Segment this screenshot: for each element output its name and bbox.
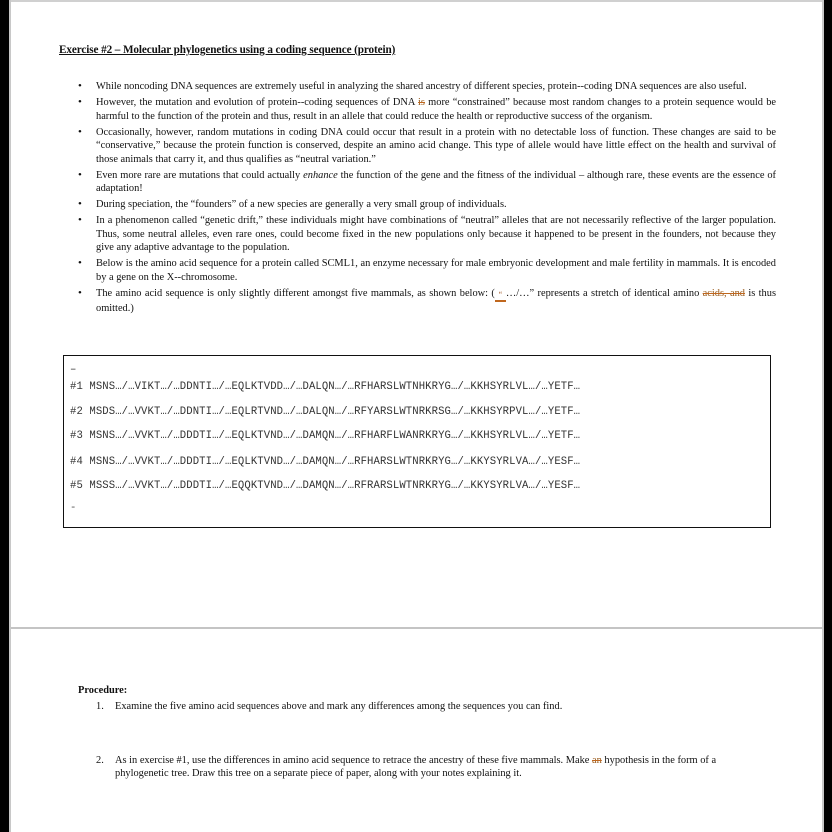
bullet-item: • During speciation, the “founders” of a new species are generally a very small group of individuals.	[78, 198, 776, 212]
procedure-steps	[96, 700, 766, 781]
sequence-row	[70, 456, 580, 468]
sequence-alignment-box	[63, 355, 771, 528]
sequence-id: #1	[70, 381, 83, 393]
sequence-id: #2	[70, 406, 83, 418]
procedure-heading: Procedure:	[78, 685, 128, 696]
bullet-item: • Even more rare are mutations that could actually enhance the function of the gene and the fitness of the individual – although rare, these events are the essence of adaptation!	[78, 169, 776, 196]
intro-bullet-list	[78, 80, 776, 318]
sequence-id: #3	[70, 430, 83, 442]
tracked-change-deletion[interactable]: is	[418, 96, 425, 108]
sequence-text: MSNS…/…VVKT…/…DDDTI…/…EQLKTVND…/…DAMQN…/…RFHARFLWANRKRYG…/…KKHSYRLVL…/…YETF…	[89, 430, 581, 442]
box-dash: –	[70, 364, 77, 376]
bullet-item: • Occasionally, however, random mutations in coding DNA could occur that result in a protein with no detectable loss of function. These changes are said to be “conservative,” because the protein function is conserved, despite an amino acid change. This type of allele would have little effect on the health and survival of those animals that carry it, and thus qualifies as “neutral variation.”	[78, 126, 776, 167]
sequence-row	[70, 381, 580, 393]
page-break-divider	[11, 627, 822, 629]
box-dash: -	[70, 502, 77, 514]
sequence-text: MSSS…/…VVKT…/…DDDTI…/…EQQKTVND…/…DAMQN…/…RFRARSLWTNRKRYG…/…KKYSYRLVA…/…YESF…	[89, 480, 581, 492]
sequence-row	[70, 480, 580, 492]
procedure-step: 1. Examine the five amino acid sequences above and mark any differences among the sequences you can find.	[96, 701, 563, 712]
sequence-text: MSDS…/…VVKT…/…DDNTI…/…EQLRTVND…/…DALQN…/…RFYARSLWTNRKRSG…/…KKHSYRPVL…/…YETF…	[89, 406, 581, 418]
bullet-item: • The amino acid sequence is only slightly different amongst five mammals, as shown below: ( “ …/…” represents a stretch of identical amino acids, and is thus omitted.)	[78, 287, 776, 316]
bullet-item: • Below is the amino acid sequence for a protein called SCML1, an enzyme necessary for male embryonic development and male fertility in mammals. It is encoded by a gene on the X--chromosome.	[78, 257, 776, 284]
page-top-border	[11, 0, 822, 2]
tracked-change-deletion[interactable]: acids, and	[702, 288, 745, 300]
procedure-step: 2. As in exercise #1, use the differences in amino acid sequence to retrace the ancestry of these five mammals. Make an hypothesis in the form of a phylogenetic tree. Draw this tree on a separate piece of paper, along with your notes explaining it.	[96, 754, 717, 780]
tracked-change-deletion[interactable]: an	[592, 754, 602, 766]
bullet-item: • However, the mutation and evolution of protein--coding sequences of DNA is more “constrained” because most random changes to a protein sequence would be harmful to the function of the protein and thus, result in an allele that could reduce the health or reproductive success of the organism.	[78, 96, 776, 123]
sequence-row	[70, 430, 580, 442]
bullet-item: • While noncoding DNA sequences are extremely useful in analyzing the shared ancestry of different species, protein--coding DNA sequences are also useful.	[78, 80, 776, 94]
sequence-id: #5	[70, 480, 83, 492]
window-edge-left	[0, 0, 9, 832]
exercise-title: Exercise #2 – Molecular phylogenetics using a coding sequence (protein)	[59, 44, 396, 56]
emphasis-text: enhance	[303, 169, 338, 181]
sequence-row	[70, 406, 580, 418]
window-edge-right	[824, 0, 832, 832]
sequence-text: MSNS…/…VVKT…/…DDDTI…/…EQLKTVND…/…DAMQN…/…RFHARSLWTNRKRYG…/…KKYSYRLVA…/…YESF…	[89, 456, 581, 468]
sequence-text: MSNS…/…VIKT…/…DDNTI…/…EQLKTVDD…/…DALQN…/…RFHARSLWTNHKRYG…/…KKHSYRLVL…/…YETF…	[89, 381, 581, 393]
tracked-change-insertion-icon[interactable]: “	[495, 291, 506, 302]
sequence-id: #4	[70, 456, 83, 468]
bullet-item: • In a phenomenon called “genetic drift,” these individuals might have combinations of “neutral” alleles that are not necessarily reflective of the larger population. Thus, some neutral alleles, even rare ones, could become fixed in the new populations only because it happened to be present in the founders, not because they give any adaptive advantage to the population.	[78, 214, 776, 255]
